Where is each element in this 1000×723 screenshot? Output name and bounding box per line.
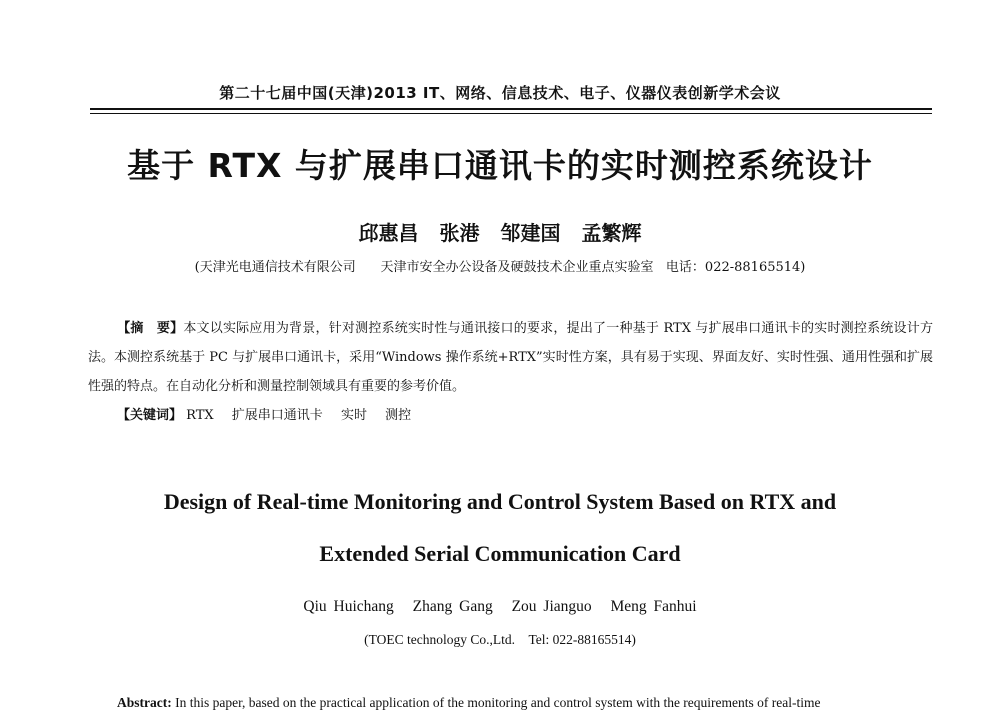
author-en: Meng Fanhui [610,598,697,615]
keywords-cn [117,404,917,423]
authors-en [0,598,1000,616]
keyword: RTX [186,408,214,423]
keyword: 实时 [340,408,367,423]
keyword: 扩展串口通讯卡 [231,408,323,423]
keywords-cn-label: 【关键词】 [117,408,183,423]
affiliation-org2: 天津市安全办公设备及硬鼓技术企业重点实验室 [380,260,654,275]
conference-header: 第二十七届中国(天津)2013 IT、网络、信息技术、电子、仪器仪表创新学术会议 [219,84,781,102]
abstract-en [117,688,937,718]
paper-title-en-line1: Design of Real-time Monitoring and Control System Based on RTX and [163,489,837,514]
author-cn: 邹建国 [500,221,561,245]
author-en: Zhang Gang [412,598,493,615]
author-cn: 邱惠昌 [358,221,419,245]
header-rule-thin [90,113,932,114]
paper-title-cn: 基于 RTX 与扩展串口通讯卡的实时测控系统设计 [127,146,873,185]
author-cn: 孟繁辉 [581,221,642,245]
keyword: 测控 [385,408,412,423]
author-en: Qiu Huichang [303,598,394,615]
abstract-en-text: In this paper, based on the practical application of the monitoring and control system with the requirements of real-time [175,695,821,710]
author-en: Zou Jianguo [511,598,592,615]
paper-title-en-line2: Extended Serial Communication Card [319,541,681,566]
affiliation-en: (TOEC technology Co.,Ltd. Tel: 022-88165514) [364,632,636,647]
abstract-cn [88,314,933,401]
abstract-en-label: Abstract: [117,695,172,710]
author-cn: 张港 [439,221,480,245]
affiliation-phone: 电话：022-88165514) [665,260,806,275]
abstract-cn-label: 【摘 要】 [117,321,184,336]
authors-cn [0,217,1000,246]
paper-title-en [0,476,1000,580]
header-rule-thick [90,108,932,110]
affiliation-org1: (天津光电通信技术有限公司 [194,260,356,275]
abstract-cn-text: 本文以实际应用为背景，针对测控系统实时性与通讯接口的要求，提出了一种基于 RTX 与扩展串口通讯卡的实时测控系统设计方法。本测控系统基于 PC 与扩展串口通讯卡，采用“Windows 操作系统+RTX”实时性方案，具有易于实现、界面友好、实时性强、通用性强和扩展性强的特点。在自动化分析和测量控制领域具有重要的参考价值。 [88,321,933,394]
affiliation-cn [0,256,1000,275]
